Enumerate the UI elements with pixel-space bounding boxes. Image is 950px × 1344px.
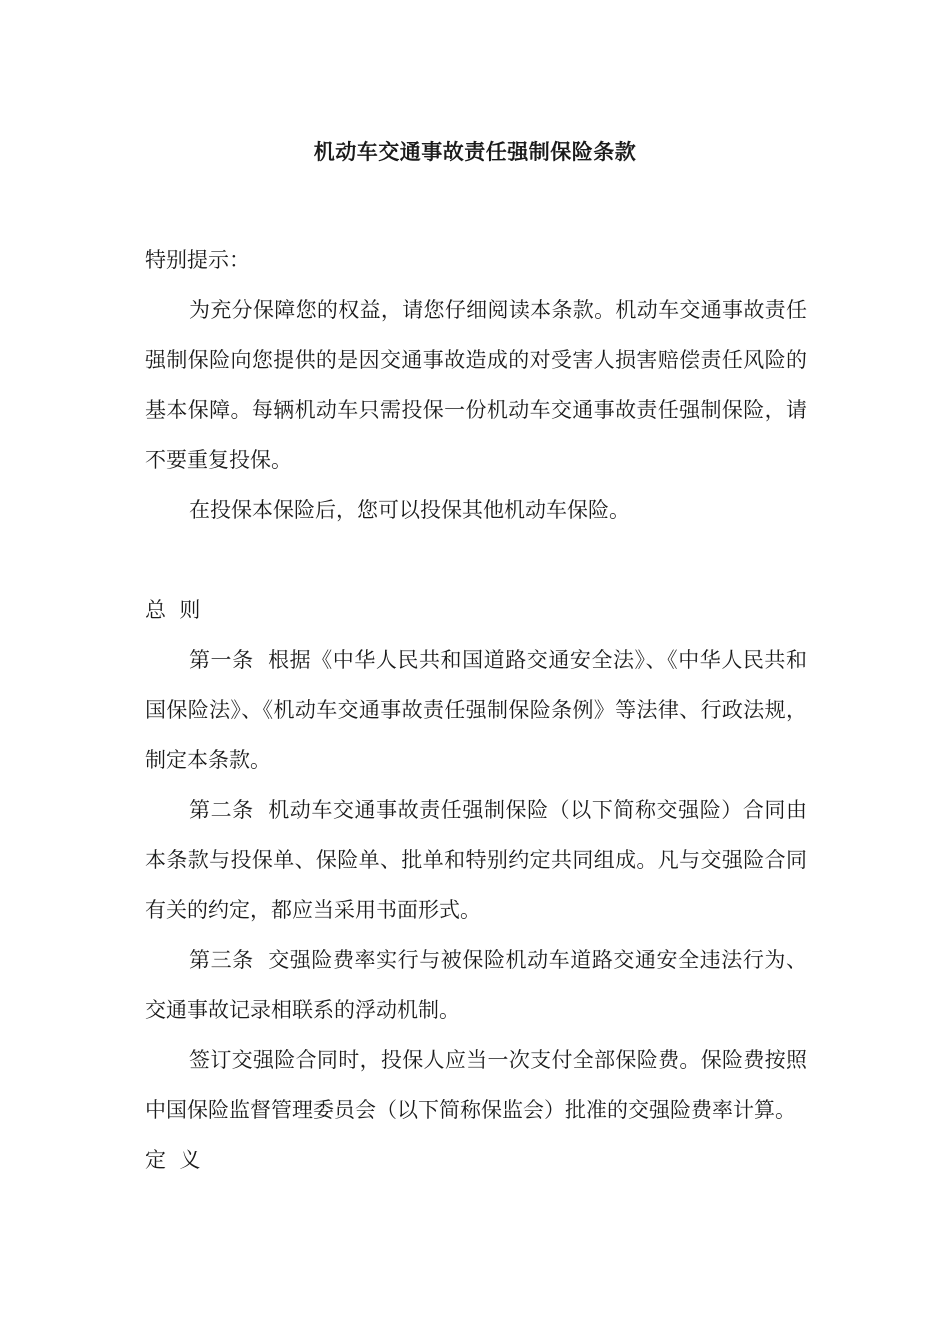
article-1: 第一条 根据《中华人民共和国道路交通安全法》、《中华人民共和国保险法》、《机动车交通事故责任强制保险条例》等法律、行政法规，制定本条款。 bbox=[145, 648, 807, 772]
notice-label: 特别提示： bbox=[145, 248, 250, 272]
notice-paragraph: 在投保本保险后，您可以投保其他机动车保险。 bbox=[189, 498, 630, 522]
section-heading-definitions: 定 义 bbox=[145, 1148, 201, 1172]
document-body bbox=[145, 235, 807, 1185]
paragraph-spacer bbox=[145, 535, 807, 585]
notice-paragraph: 为充分保障您的权益，请您仔细阅读本条款。机动车交通事故责任强制保险向您提供的是因交通事故造成的对受害人损害赔偿责任风险的基本保障。每辆机动车只需投保一份机动车交通事故责任强制保险，请不要重复投保。 bbox=[145, 298, 807, 472]
article-3-paragraph: 签订交强险合同时，投保人应当一次支付全部保险费。保险费按照中国保险监督管理委员会（以下简称保监会）批准的交强险费率计算。 bbox=[145, 1048, 807, 1122]
document-title: 机动车交通事故责任强制保险条款 bbox=[313, 140, 637, 164]
section-heading-general: 总 则 bbox=[145, 598, 201, 622]
article-3: 第三条 交强险费率实行与被保险机动车道路交通安全违法行为、交通事故记录相联系的浮动机制。 bbox=[145, 948, 807, 1022]
article-2: 第二条 机动车交通事故责任强制保险（以下简称交强险）合同由本条款与投保单、保险单、批单和特别约定共同组成。凡与交强险合同有关的约定，都应当采用书面形式。 bbox=[145, 798, 807, 922]
